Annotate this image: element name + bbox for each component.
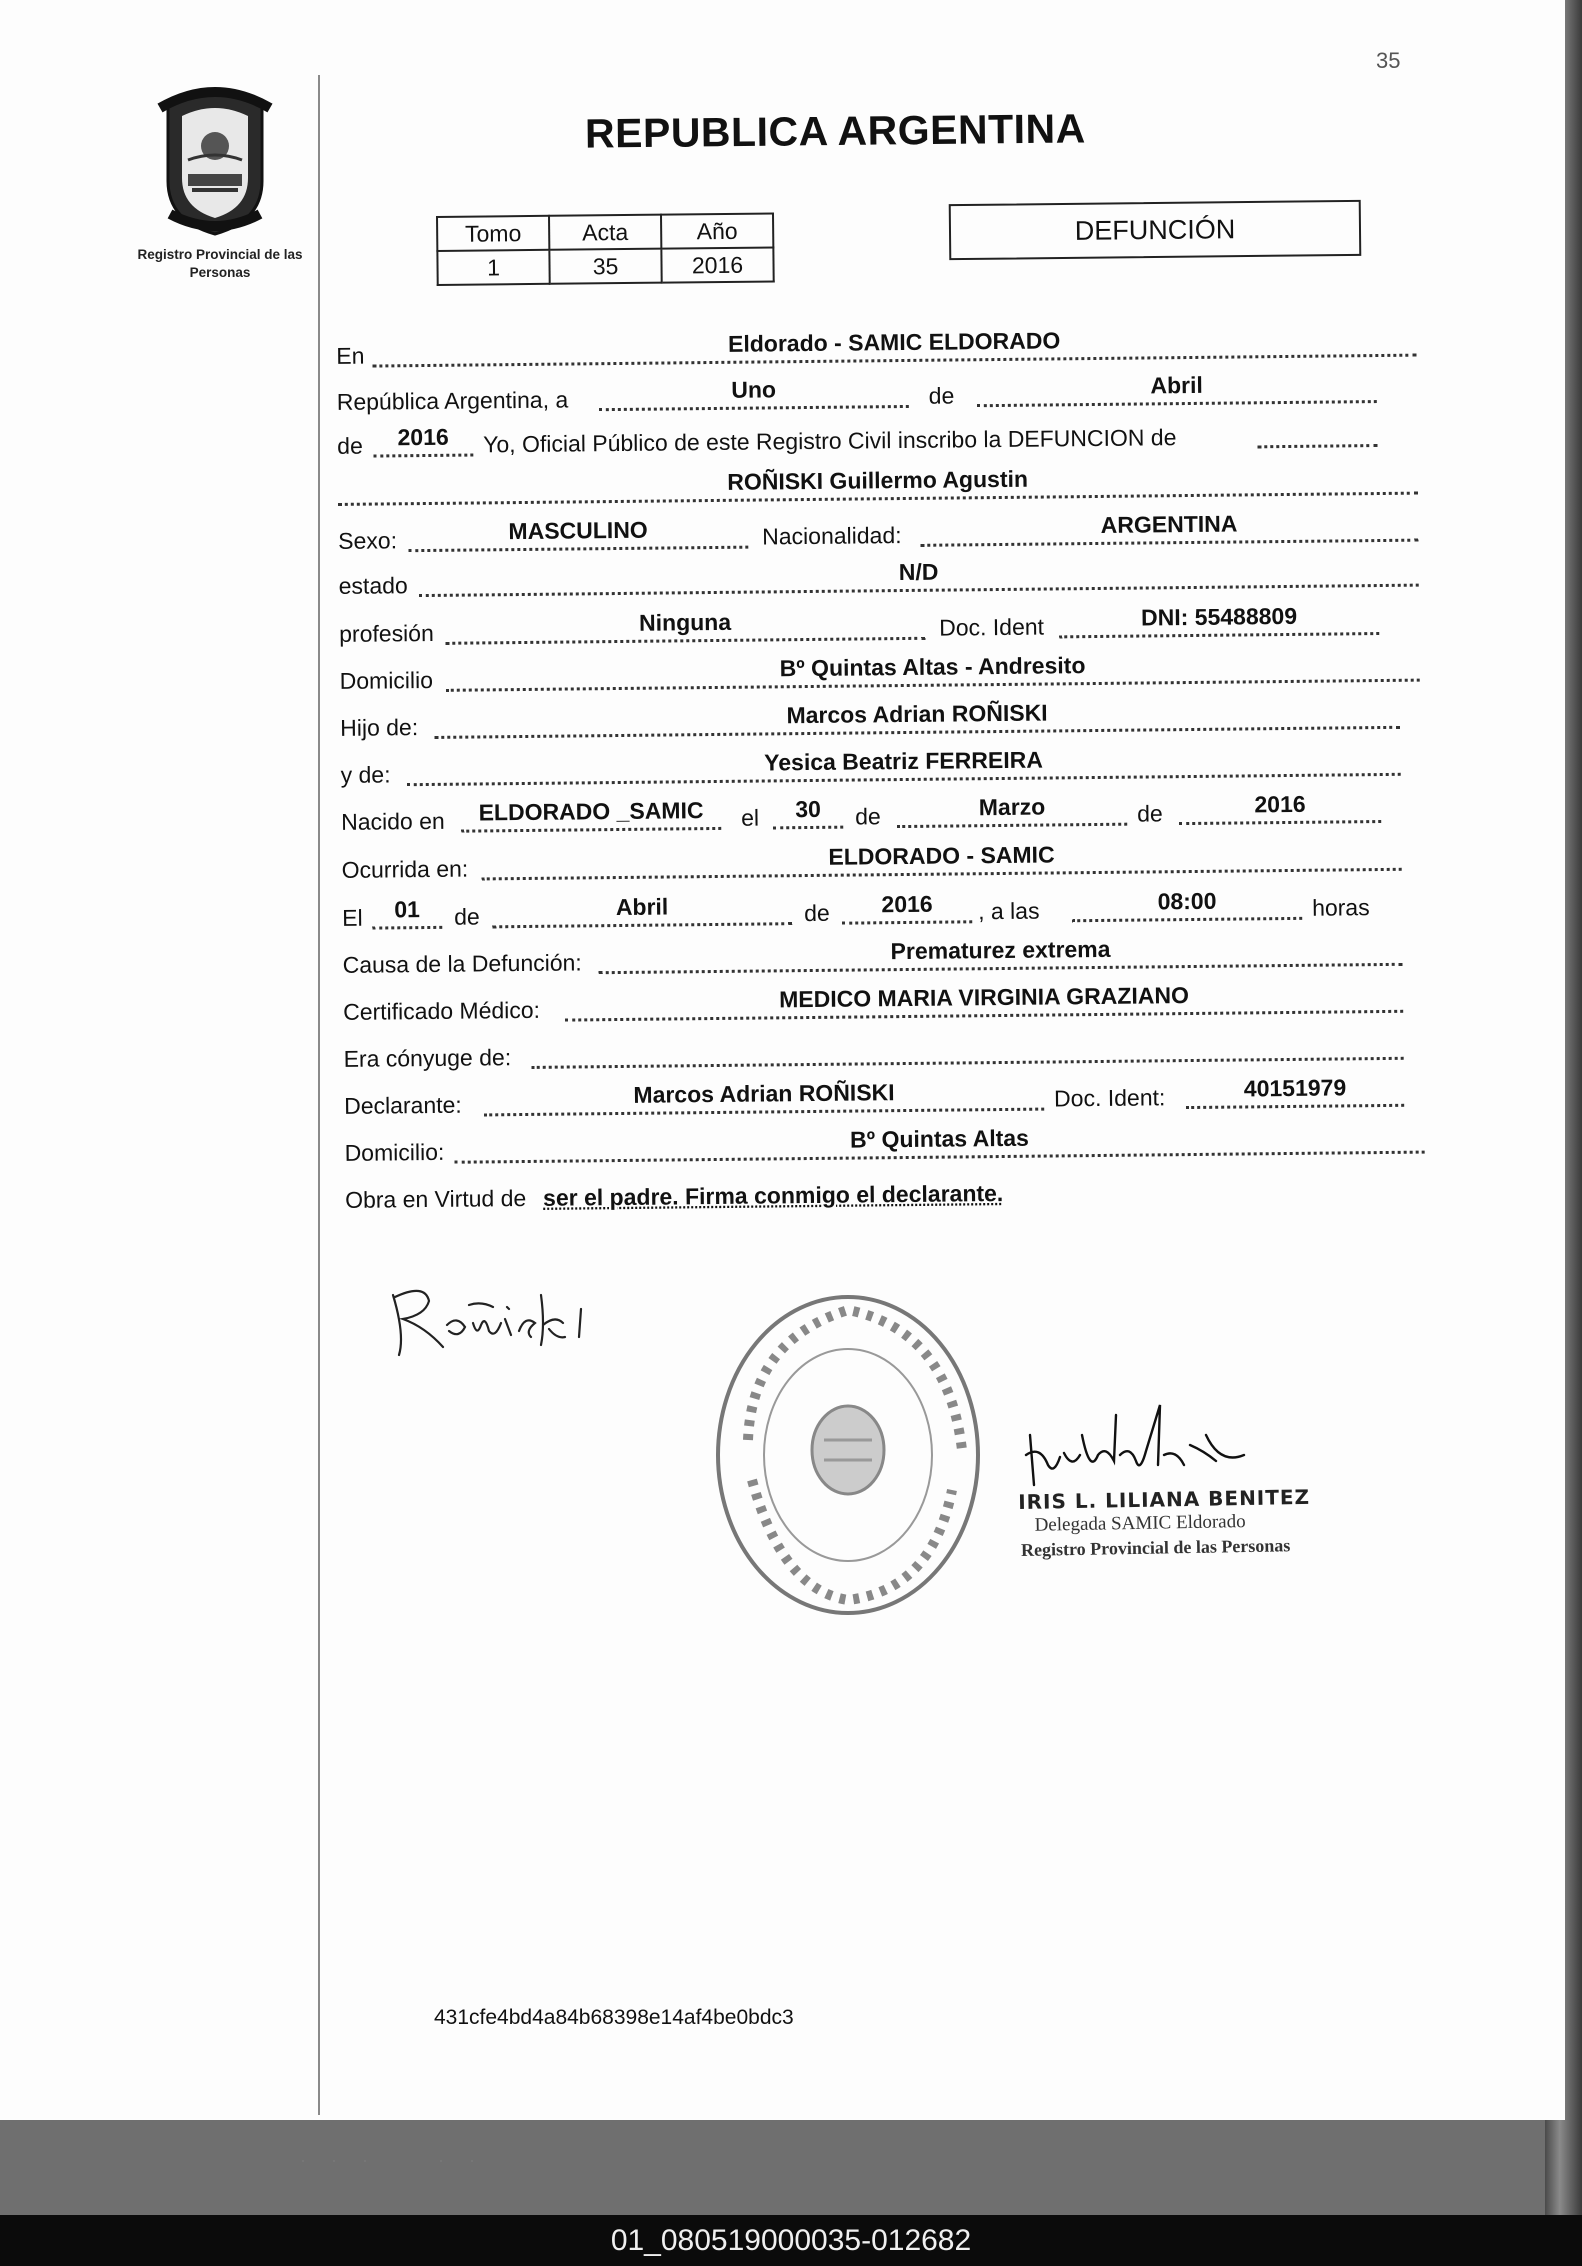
value-obra: ser el padre. Firma conmigo el declarante. (542, 1179, 1004, 1211)
field-estado (338, 555, 1418, 602)
signer-name: IRIS L. LILIANA BENITEZ (1018, 1484, 1311, 1514)
label-declarante: Declarante: (343, 1091, 462, 1119)
value-mother: Yesica Beatriz FERREIRA (764, 746, 1044, 776)
field-republica (337, 371, 1377, 418)
dotted-line (1257, 444, 1377, 448)
label-hijo-de: Hijo de: (340, 714, 419, 741)
value-doc-ident: DNI: 55488809 (1140, 602, 1298, 631)
logo-caption: Registro Provincial de las Personas (137, 247, 303, 280)
value-deceased-name: ROÑISKI Guillermo Agustin (727, 465, 1029, 495)
label-en: En (336, 342, 365, 369)
field-domicilio (339, 650, 1419, 697)
scan-artifacts: · · · · · (300, 2150, 485, 2170)
field-year-line (337, 415, 1377, 462)
dotted-line (1186, 1104, 1404, 1109)
value-death-day: 01 (394, 896, 421, 923)
value-certificado: MEDICO MARIA VIRGINIA GRAZIANO (779, 982, 1190, 1013)
value-en: Eldorado - SAMIC ELDORADO (727, 327, 1061, 357)
field-ocurrida (341, 839, 1401, 886)
label-obra: Obra en Virtud de (344, 1184, 527, 1213)
value-death-place: ELDORADO - SAMIC (828, 841, 1055, 870)
value-declarante-doc: 40151979 (1243, 1074, 1347, 1102)
dotted-line (372, 926, 442, 930)
value-day-word: Uno (731, 376, 777, 403)
field-nombre (338, 463, 1418, 510)
label-conyuge: Era cónyuge de: (343, 1044, 512, 1072)
label-de: de (454, 903, 480, 930)
field-sexo-nacionalidad (338, 510, 1418, 557)
signer-block (1018, 1485, 1311, 1562)
page-title: REPUBLICA ARGENTINA (584, 105, 1086, 157)
label-de: de (803, 899, 830, 927)
label-el: el (740, 804, 760, 831)
dotted-line (492, 922, 792, 928)
label-domicilio: Domicilio (339, 666, 434, 694)
registry-header-tomo: Tomo (437, 216, 549, 251)
document-hash: 431cfe4bd4a84b68398e14af4be0bdc3 (434, 2006, 794, 2029)
label-certificado: Certificado Médico: (343, 996, 541, 1025)
label-doc-ident: Doc. Ident (939, 613, 1045, 641)
registry-header-acta: Acta (549, 215, 661, 250)
document-type-box: DEFUNCIÓN (949, 200, 1362, 260)
label-estado: estado (338, 572, 408, 599)
value-nacionalidad: ARGENTINA (1100, 510, 1238, 538)
label-inscribo: Yo, Oficial Público de este Registro Civil inscribo la DEFUNCION de (483, 424, 1177, 458)
field-nacido (341, 791, 1381, 838)
dotted-line (773, 826, 843, 830)
label-republica: República Argentina, a (336, 386, 569, 415)
value-death-year: 2016 (881, 890, 933, 918)
value-death-month: Abril (615, 893, 669, 921)
field-fecha-defuncion (342, 887, 1422, 934)
field-profesion-doc (339, 603, 1379, 650)
dotted-line (532, 1057, 1404, 1069)
value-birth-place: ELDORADO _SAMIC (478, 797, 704, 826)
declarant-signature (385, 1275, 645, 1365)
label-horas: horas (1311, 894, 1370, 921)
registry-acta-value: 35 (549, 249, 661, 284)
signer-role: Delegada SAMIC Eldorado (1034, 1511, 1246, 1536)
value-estado: N/D (898, 558, 939, 586)
label-ocurrida: Ocurrida en: (341, 855, 469, 883)
value-profesion: Ninguna (638, 608, 732, 636)
value-death-time: 08:00 (1157, 887, 1217, 915)
label-profesion: profesión (339, 619, 434, 647)
field-causa (342, 934, 1402, 981)
label-de: de (1136, 800, 1163, 827)
value-domicilio: Bº Quintas Altas - Andresito (779, 652, 1086, 682)
field-en (336, 325, 1416, 372)
label-de-year: de (337, 432, 363, 459)
value-domicilio-declarante: Bº Quintas Altas (849, 1124, 1030, 1153)
dotted-line (408, 546, 748, 553)
value-causa: Prematurez extrema (890, 935, 1111, 965)
field-obra (345, 1170, 1245, 1215)
field-domicilio-declarante (344, 1122, 1424, 1169)
dotted-line (599, 405, 909, 411)
label-nacido: Nacido en (341, 807, 445, 835)
field-hijo-de (340, 697, 1400, 744)
dotted-line (1072, 917, 1302, 922)
dotted-line (1059, 632, 1379, 638)
label-y-de: y de: (340, 761, 391, 788)
dotted-line (977, 400, 1377, 407)
field-certificado (343, 981, 1403, 1028)
value-birth-year: 2016 (1254, 790, 1306, 818)
registry-header-ano: Año (661, 213, 773, 248)
dotted-line (1179, 820, 1381, 825)
field-y-de (340, 744, 1400, 791)
dotted-line (373, 454, 473, 458)
registry-ano-value: 2016 (661, 247, 773, 282)
label-sexo: Sexo: (338, 527, 398, 554)
value-birth-month: Marzo (978, 793, 1046, 821)
value-declarante: Marcos Adrian ROÑISKI (633, 1079, 895, 1108)
page-number: 35 (1376, 48, 1401, 73)
label-domicilio: Domicilio: (344, 1138, 445, 1166)
dotted-line (461, 827, 721, 833)
label-doc-ident: Doc. Ident: (1053, 1084, 1166, 1112)
officer-signature (1020, 1395, 1260, 1495)
label-de: de (928, 382, 955, 409)
value-sexo: MASCULINO (508, 516, 648, 545)
field-conyuge (343, 1028, 1403, 1075)
official-seal-stamp (712, 1290, 984, 1620)
value-year: 2016 (397, 423, 449, 451)
registry-tomo-value: 1 (437, 250, 549, 285)
label-a-las: , a las (977, 897, 1040, 925)
value-father: Marcos Adrian ROÑISKI (786, 699, 1048, 729)
label-de: de (854, 803, 881, 830)
signer-office: Registro Provincial de las Personas (1020, 1535, 1291, 1560)
value-month: Abril (1150, 371, 1203, 399)
label-causa: Causa de la Defunción: (342, 949, 582, 978)
label-nacionalidad: Nacionalidad: (762, 522, 902, 550)
value-birth-day: 30 (795, 795, 821, 823)
label-el: El (342, 904, 363, 931)
footer-file-id: 01_080519000035-012682 (610, 2224, 972, 2257)
field-declarante (344, 1075, 1404, 1122)
dotted-line (842, 920, 972, 924)
dotted-line (897, 823, 1127, 828)
